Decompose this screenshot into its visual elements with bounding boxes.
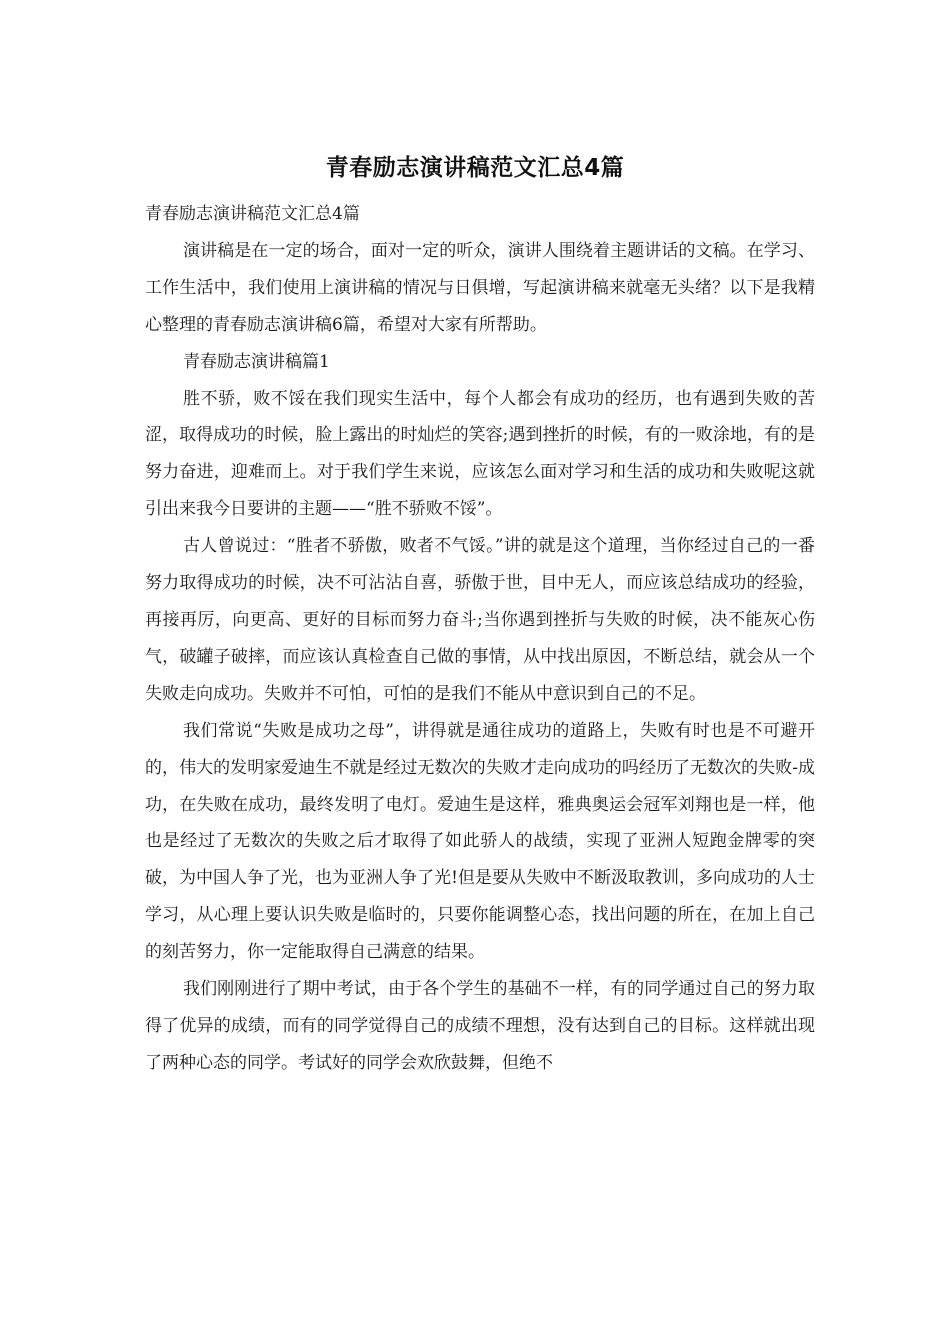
body-paragraph: 古人曾说过：“胜者不骄傲，败者不气馁。”讲的就是这个道理，当你经过自己的一番努力取得成功的时候，决不可沾沾自喜，骄傲于世，目中无人，而应该总结成功的经验，再接再厉，向更高、更好的目标而努力奋斗;当你遇到挫折与失败的时候，决不能灰心伤气，破罐子破摔，而应该认真检查自己做的事情，从中找出原因，不断总结，就会从一个失败走向成功。失败并不可怕，可怕的是我们不能从中意识到自己的不足。 (145, 536, 815, 704)
document-body (145, 196, 815, 1082)
section-heading: 青春励志演讲稿篇1 (183, 351, 330, 372)
body-paragraph: 胜不骄，败不馁在我们现实生活中，每个人都会有成功的经历，也有遇到失败的苦涩，取得成功的时候，脸上露出的时灿烂的笑容;遇到挫折的时候，有的一败涂地，有的是努力奋进，迎难而上。对于我们学生来说，应该怎么面对学习和生活的成功和失败呢这就引出来我今日要讲的主题——“胜不骄败不馁”。 (145, 388, 815, 520)
document-title: 青春励志演讲稿范文汇总4篇 (325, 155, 625, 181)
body-paragraph: 我们刚刚进行了期中考试，由于各个学生的基础不一样，有的同学通过自己的努力取得了优异的成绩，而有的同学觉得自己的成绩不理想，没有达到自己的目标。这样就出现了两种心态的同学。考试好的同学会欢欣鼓舞，但绝不 (145, 979, 815, 1073)
subtitle-paragraph: 青春励志演讲稿范文汇总4篇 (145, 204, 360, 224)
body-paragraph: 我们常说“失败是成功之母”，讲得就是通往成功的道路上，失败有时也是不可避开的，伟大的发明家爱迪生不就是经过无数次的失败才走向成功的吗经历了无数次的失败-成功，在失败在成功，最终发明了电灯。爱迪生是这样，雅典奥运会冠军刘翔也是一样，他也是经过了无数次的失败之后才取得了如此骄人的战绩，实现了亚洲人短跑金牌零的突破，为中国人争了光，也为亚洲人争了光!但是要从失败中不断汲取教训，多向成功的人士学习，从心理上要认识失败是临时的，只要你能调整心态，找出问题的所在，在加上自己的刻苦努力，你一定能取得自己满意的结果。 (145, 720, 815, 963)
intro-paragraph: 演讲稿是在一定的场合，面对一定的听众，演讲人围绕着主题讲话的文稿。在学习、工作生活中，我们使用上演讲稿的情况与日俱增，写起演讲稿来就毫无头绪？以下是我精心整理的青春励志演讲稿6篇，希望对大家有所帮助。 (145, 240, 815, 335)
